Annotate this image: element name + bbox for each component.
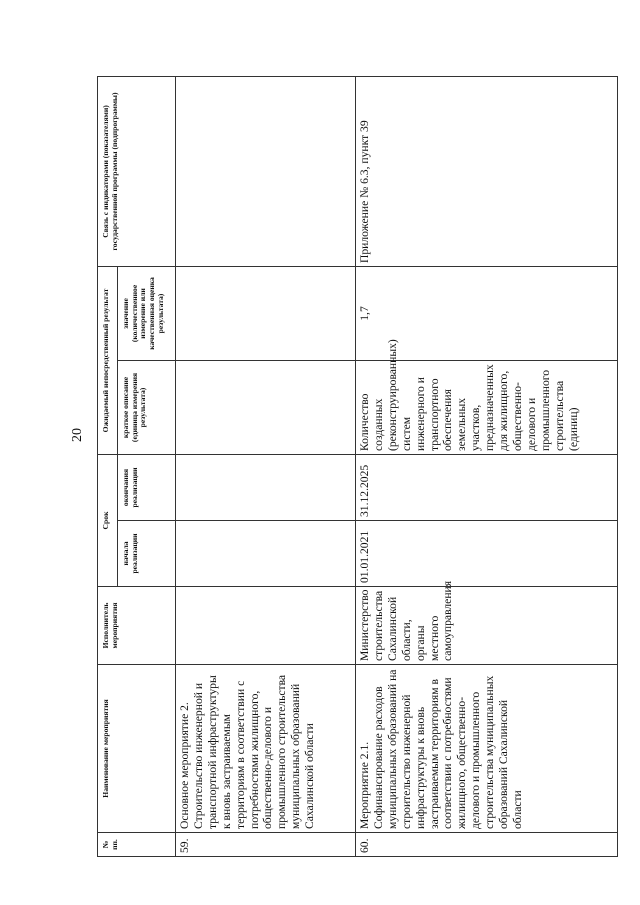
row-desc xyxy=(176,360,356,454)
rotated-table-container xyxy=(97,77,617,857)
row-value xyxy=(176,266,356,360)
row-name: Мероприятие 2.1. Софинансирование расходов муниципальных образований на строительство инженерной инфраструктуры к вновь застраиваемым территориям в соответствии с потребностями жилищного, общественно-делового и промышленного строительства муниципальных образований Сахалинской области xyxy=(356,665,618,833)
header-name: Наименование мероприятия xyxy=(98,665,176,833)
page-number: 20 xyxy=(70,428,85,442)
row-link: Приложение № 6.3, пункт 39 xyxy=(356,76,618,266)
row-desc: Количество созданных (реконструированных) систем инженерного и транспортного обеспечения земельных участков, предназначенных для жилищного, общественно-делового и промышленного строительства (единиц) xyxy=(356,360,618,454)
header-result-desc: краткое описание (единица измерения результата) xyxy=(118,360,176,454)
row-end xyxy=(176,454,356,520)
row-link xyxy=(176,76,356,266)
row-executor: Министерство строительства Сахалинской области, органы местного самоуправления xyxy=(356,587,618,665)
row-num: 60. xyxy=(356,833,618,857)
header-term: Срок xyxy=(98,454,118,586)
header-term-start: начала реализации xyxy=(118,521,176,587)
header-num: № пп. xyxy=(98,833,176,857)
row-start: 01.01.2021 xyxy=(356,521,618,587)
row-value: 1,7 xyxy=(356,266,618,360)
header-executor: Исполнитель мероприятия xyxy=(98,587,176,665)
measures-table xyxy=(97,76,618,857)
header-result: Ожидаемый непосредственный результат xyxy=(98,266,118,454)
table-row xyxy=(356,76,618,856)
header-result-value: значение (количественное измерение или качественная оценка результата) xyxy=(118,266,176,360)
row-end: 31.12.2025 xyxy=(356,454,618,520)
header-link: Связь с индикаторами (показателями) государственной программы (подпрограммы) xyxy=(98,76,176,266)
row-name: Основное мероприятие 2. Строительство инженерной и транспортной инфраструктуры к вновь застраиваемым территориям в соответствии с потребностями жилищного, общественно-делового и промышленного строительства муниципальных образований Сахалинской области xyxy=(176,665,356,833)
row-executor xyxy=(176,587,356,665)
header-row-1 xyxy=(98,76,118,856)
header-term-end: окончания реализации xyxy=(118,454,176,520)
row-num: 59. xyxy=(176,833,356,857)
table-row xyxy=(176,76,356,856)
row-start xyxy=(176,521,356,587)
